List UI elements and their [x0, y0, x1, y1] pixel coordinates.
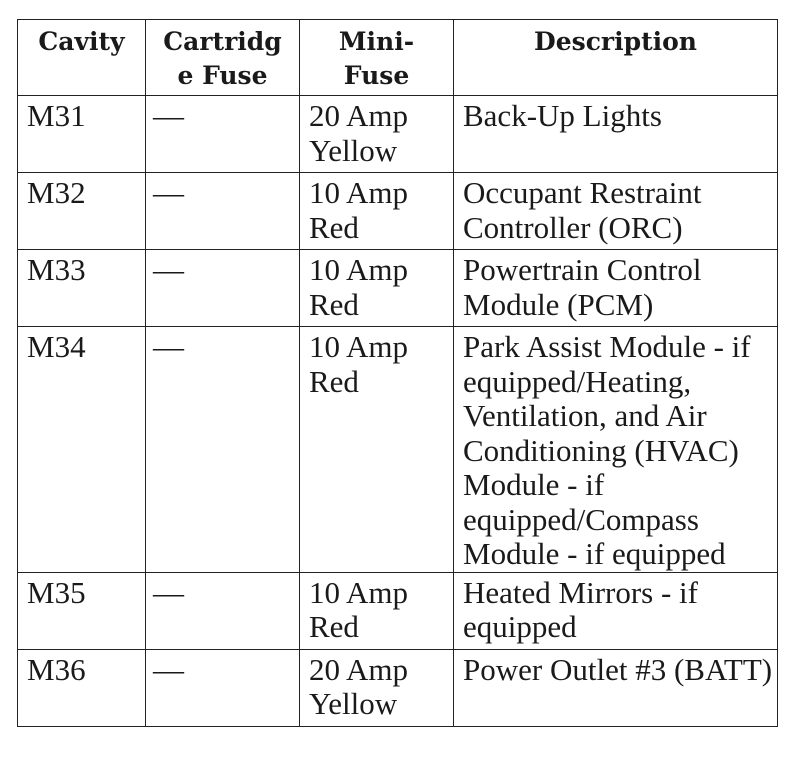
table-row: [18, 96, 778, 173]
cell-cavity: M34: [18, 327, 146, 573]
header-row: [18, 20, 778, 96]
cell-cartridge-fuse: —: [146, 96, 300, 173]
cell-cartridge-fuse: —: [146, 173, 300, 250]
cell-description: Power Outlet #3 (BATT): [454, 649, 778, 726]
table-row: [18, 250, 778, 327]
cell-mini-fuse: 10 Amp Red: [300, 572, 454, 649]
table-row: [18, 572, 778, 649]
cell-mini-fuse: 10 Amp Red: [300, 250, 454, 327]
header-description: Description: [454, 20, 778, 96]
cell-cavity: M32: [18, 173, 146, 250]
cell-mini-fuse: 20 Amp Yellow: [300, 96, 454, 173]
table-row: [18, 649, 778, 726]
cell-description: Back-Up Lights: [454, 96, 778, 173]
cell-mini-fuse: 10 Amp Red: [300, 173, 454, 250]
header-cartridge-fuse: [146, 20, 300, 96]
header-mini-fuse-label: Mini-Fuse: [338, 27, 415, 90]
cell-cavity: M31: [18, 96, 146, 173]
cell-cavity: M35: [18, 572, 146, 649]
cell-cavity: M36: [18, 649, 146, 726]
header-cavity: Cavity: [18, 20, 146, 96]
fuse-table: [17, 19, 778, 727]
cell-cartridge-fuse: —: [146, 572, 300, 649]
cell-description: Heated Mirrors - if equipped: [454, 572, 778, 649]
cell-cartridge-fuse: —: [146, 327, 300, 573]
table-row: [18, 173, 778, 250]
cell-mini-fuse: 20 Amp Yellow: [300, 649, 454, 726]
cell-cavity: M33: [18, 250, 146, 327]
cell-cartridge-fuse: —: [146, 250, 300, 327]
table-header: [18, 20, 778, 96]
cell-mini-fuse: 10 Amp Red: [300, 327, 454, 573]
cell-description: Park Assist Module - if equipped/Heating, Ventilation, and Air Conditioning (HVAC) Module - if equipped/Compass Module - if equipped: [454, 327, 778, 573]
cell-cartridge-fuse: —: [146, 649, 300, 726]
table-body: [18, 96, 778, 727]
cell-description: Occupant Restraint Controller (ORC): [454, 173, 778, 250]
cell-description: Powertrain Control Module (PCM): [454, 250, 778, 327]
table-row: [18, 327, 778, 573]
header-mini-fuse: [300, 20, 454, 96]
header-cartridge-fuse-label: Cartridge Fuse: [163, 27, 282, 90]
